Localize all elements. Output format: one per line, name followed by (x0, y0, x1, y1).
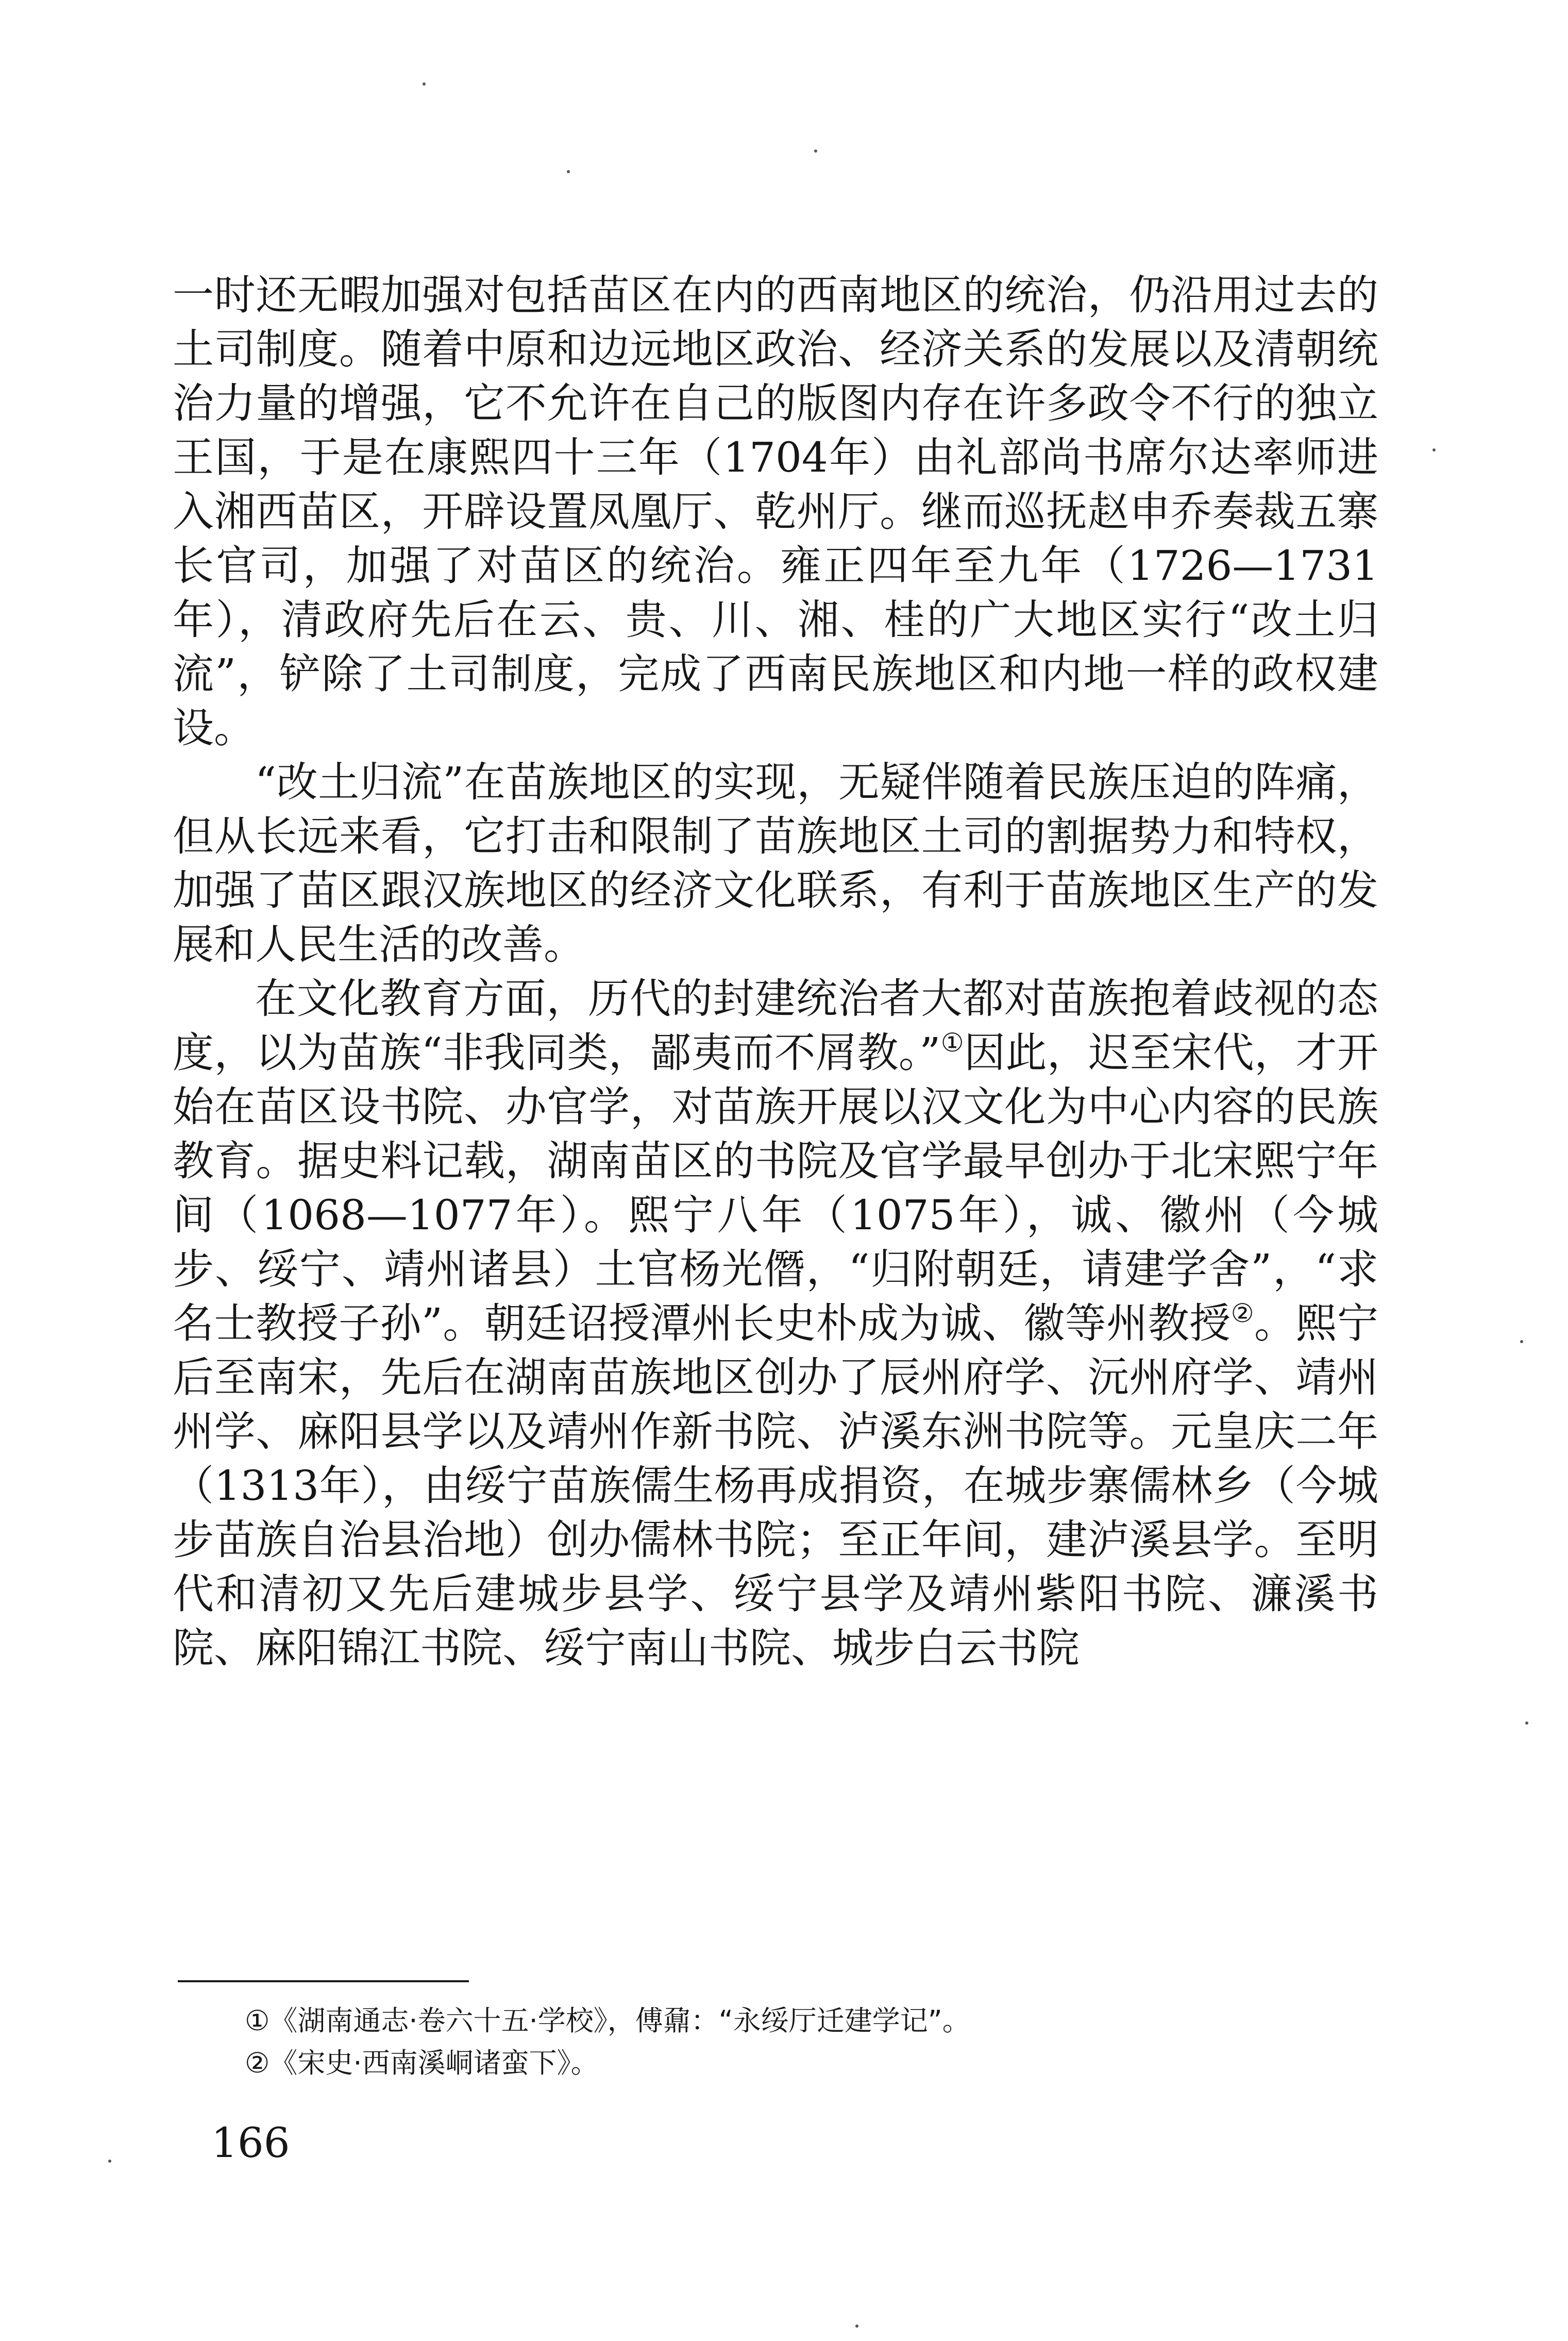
body-text (173, 268, 1378, 1675)
scan-speck (108, 2160, 111, 2163)
paragraph-1-text: 一时还无暇加强对包括苗区在内的西南地区的统治，仍沿用过去的土司制度。随着中原和边远地区政治、经济关系的发展以及清朝统治力量的增强，它不允许在自己的版图内存在许多政令不行的独立王国，于是在康熙四十三年（1704年）由礼部尚书席尔达率师进入湘西苗区，开辟设置凤凰厅、乾州厅。继而巡抚赵申乔奏裁五寨长官司，加强了对苗区的统治。雍正四年至九年（1726—1731年），清政府先后在云、贵、川、湘、桂的广大地区实行“改土归流”，铲除了土司制度，完成了西南民族地区和内地一样的政权建设。 (173, 271, 1378, 752)
paragraph-2 (173, 755, 1378, 972)
footnote-ref-1: ① (940, 1028, 964, 1058)
paragraph-3-text-c: 。熙宁后至南宋，先后在湖南苗族地区创办了辰州府学、沅州府学、靖州州学、麻阳县学以及靖州作新书院、泸溪东洲书院等。元皇庆二年（1313年），由绥宁苗族儒生杨再成捐资，在城步寨儒林乡（今城步苗族自治县治地）创办儒林书院；至正年间，建泸溪县学。至明代和清初又先后建城步县学、绥宁县学及靖州紫阳书院、濂溪书院、麻阳锦江书院、绥宁南山书院、城步白云书院 (173, 1299, 1378, 1672)
scan-speck (1432, 448, 1436, 452)
page-number: 166 (211, 2119, 290, 2167)
paragraph-3-text-b: 因此，迟至宋代，才开始在苗区设书院、办官学，对苗族开展以汉文化为中心内容的民族教育。据史料记载，湖南苗区的书院及官学最早创办于北宋熙宁年间（1068—1077年）。熙宁八年（1075年），诚、徽州（今城步、绥宁、靖州诸县）土官杨光僭，“归附朝廷，请建学舍”，“求名士教授子孙”。朝廷诏授潭州长史朴成为诚、徽等州教授 (173, 1029, 1379, 1347)
scan-speck (423, 82, 426, 86)
scan-speck (1520, 1340, 1523, 1343)
footnote-2: ②《宋史·西南溪峒诸蛮下》。 (245, 2047, 599, 2079)
scan-speck (567, 170, 570, 173)
paragraph-3 (173, 972, 1378, 1675)
footnotes (245, 2000, 1378, 2084)
scan-speck (814, 149, 817, 153)
paragraph-3-text-a: 在文化教育方面，历代的封建统治者大都对苗族抱着歧视的态度，以为苗族“非我同类，鄙夷而不屑教。” (173, 975, 1378, 1077)
footnote-divider (178, 1980, 469, 1982)
footnote-1: ①《湖南通志·卷六十五·学校》，傅鼐：“永绥厅迁建学记”。 (245, 2004, 970, 2037)
paragraph-2-text: “改土归流”在苗族地区的实现，无疑伴随着民族压迫的阵痛，但从长远来看，它打击和限制了苗族地区土司的割据势力和特权，加强了苗区跟汉族地区的经济文化联系，有利于苗族地区生产的发展和人民生活的改善。 (173, 758, 1378, 968)
scan-speck (1525, 1721, 1528, 1725)
scan-speck (855, 2325, 858, 2328)
footnote-ref-2: ② (1230, 1298, 1255, 1328)
paragraph-1 (173, 268, 1378, 755)
